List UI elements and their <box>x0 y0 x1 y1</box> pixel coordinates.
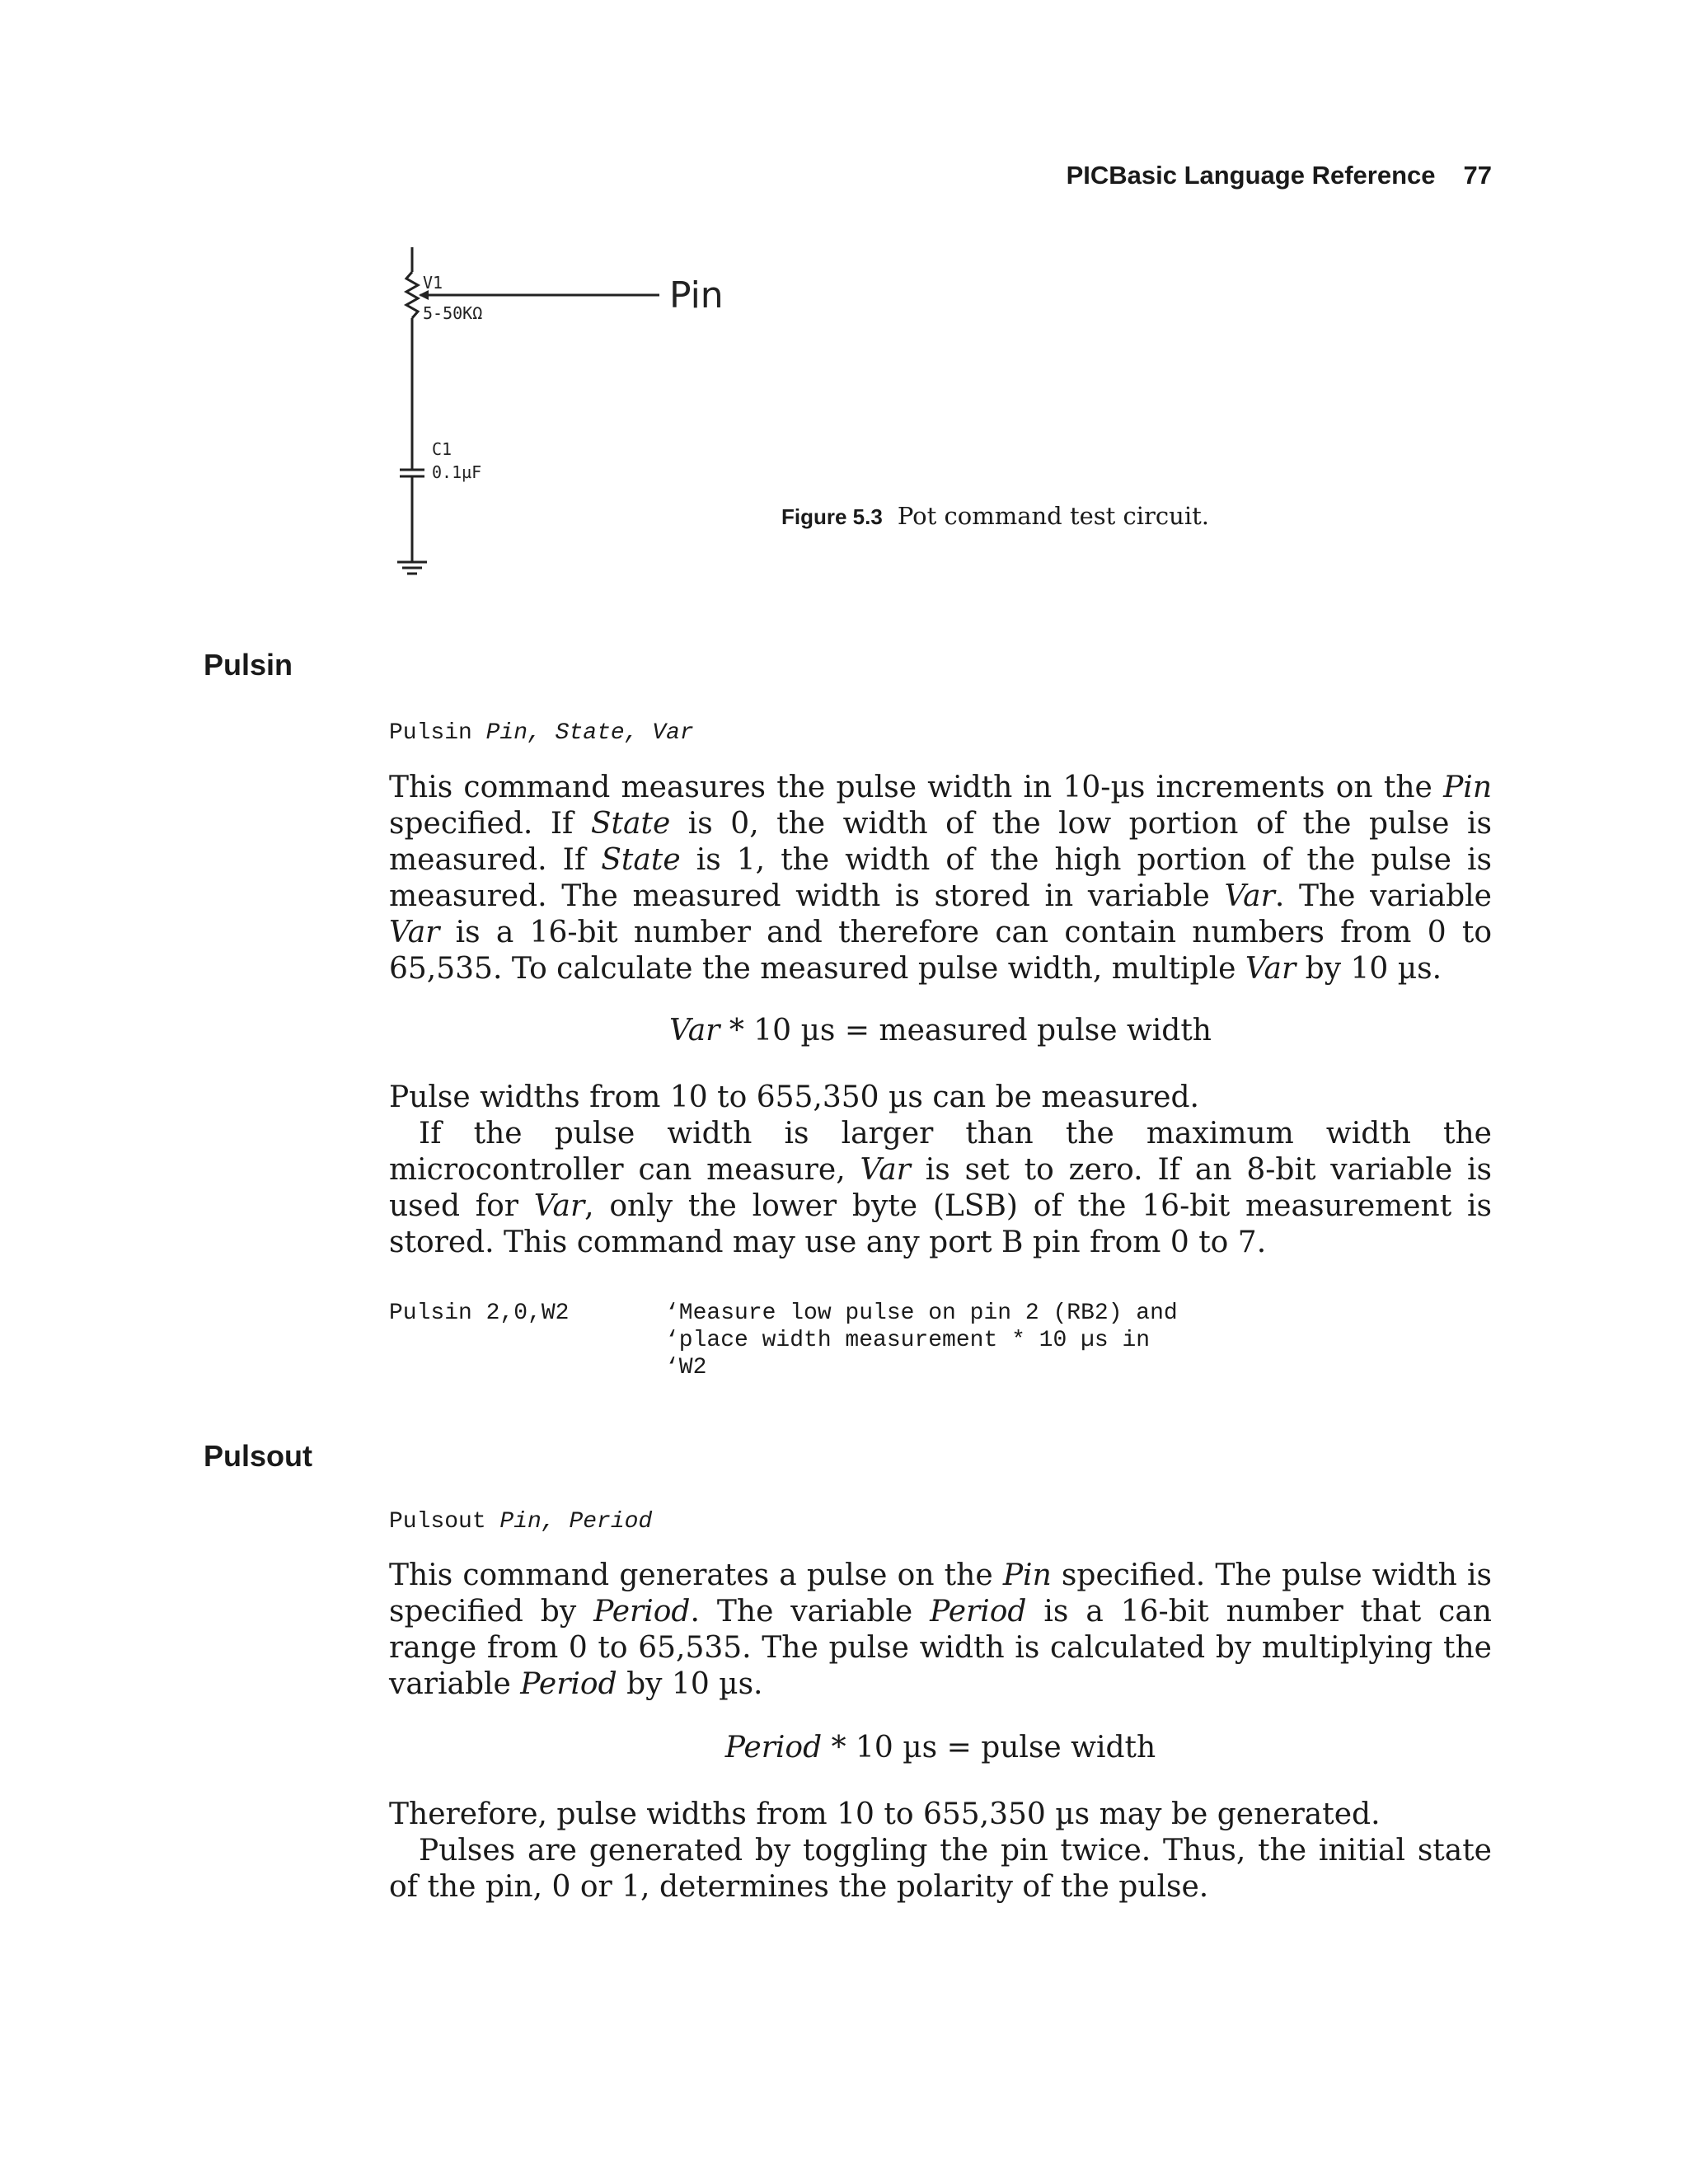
resistor-value-label: 5-50KΩ <box>423 303 483 323</box>
pulsin-syntax <box>389 720 694 746</box>
syntax-arg-period: Period <box>569 1509 653 1535</box>
syntax-command: Pulsout <box>389 1509 500 1535</box>
code-comment: ‘W2 <box>665 1355 707 1380</box>
capacitor-name-label: C1 <box>432 439 452 459</box>
code-comment: ‘Measure low pulse on pin 2 (RB2) and <box>665 1301 1178 1326</box>
running-head-title: PICBasic Language Reference <box>1066 161 1436 190</box>
pulsout-equation <box>389 1731 1492 1765</box>
equation-var: Period <box>724 1731 823 1765</box>
syntax-arg-state: State <box>555 720 625 746</box>
syntax-arg-var: Var <box>652 720 694 746</box>
pulsout-description: This command generates a pulse on the Pin specified. The pulse width is specified by Period. The variable Period is a 16-bit number that can range from 0 to 65,535. The pulse width is calculated by multiplying the variable Period by 10 µs. <box>389 1558 1493 1701</box>
syntax-separator: , <box>624 720 653 746</box>
page-number: 77 <box>1463 161 1492 190</box>
figure-caption <box>781 502 1209 530</box>
syntax-arg-pin: Pin <box>499 1509 542 1535</box>
potentiometer-symbol <box>406 272 418 318</box>
equation-var: Var <box>669 1014 720 1047</box>
pulsout-syntax <box>389 1509 652 1535</box>
resistor-name-label: V1 <box>423 273 443 293</box>
pot-test-circuit-diagram <box>354 239 783 585</box>
figure-number: Figure 5.3 <box>781 504 883 529</box>
code-command: Pulsin 2,0,W2 <box>389 1301 570 1326</box>
pulsin-equation <box>389 1014 1492 1047</box>
syntax-arg-pin: Pin <box>485 720 528 746</box>
code-comment: ‘place width measurement * 10 µs in <box>665 1328 1151 1353</box>
pulsout-range-paragraph: Therefore, pulse widths from 10 to 655,350 µs may be generated. Pulses are generated by toggling the pin twice. Thus, the initial state of the pin, 0 or 1, determines the polarity of the pulse. <box>389 1797 1492 1904</box>
syntax-separator: , <box>541 1509 570 1535</box>
pulsin-description: This command measures the pulse width in 10-µs increments on the Pin specified. If State is 0, the width of the low portion of the pulse is measured. If State is 1, the width of the high portion of the pulse is measured. The measured width is stored in variable Var. The variable Var is a 16-bit number and therefore can contain numbers from 0 to 65,535. To calculate the measured pulse width, multiple Var by 10 µs. <box>389 771 1492 986</box>
pulsin-range-paragraph: Pulse widths from 10 to 655,350 µs can be measured. If the pulse width is larger than the maximum width the microcontroller can measure, Var is set to zero. If an 8-bit variable is used for Var, only the lower byte (LSB) of the 16-bit measurement is stored. This command may use any port B pin from 0 to 7. <box>389 1080 1492 1259</box>
syntax-separator: , <box>528 720 556 746</box>
syntax-command: Pulsin <box>389 720 486 746</box>
figure-caption-text: Pot command test circuit. <box>897 502 1209 530</box>
equation-rest: * 10 µs = measured pulse width <box>720 1014 1212 1047</box>
equation-rest: * 10 µs = pulse width <box>822 1731 1156 1765</box>
running-head <box>1067 161 1492 190</box>
section-heading-pulsout: Pulsout <box>204 1439 312 1473</box>
pin-label: Pin <box>669 274 724 316</box>
section-heading-pulsin: Pulsin <box>204 648 293 682</box>
capacitor-value-label: 0.1µF <box>432 462 482 482</box>
